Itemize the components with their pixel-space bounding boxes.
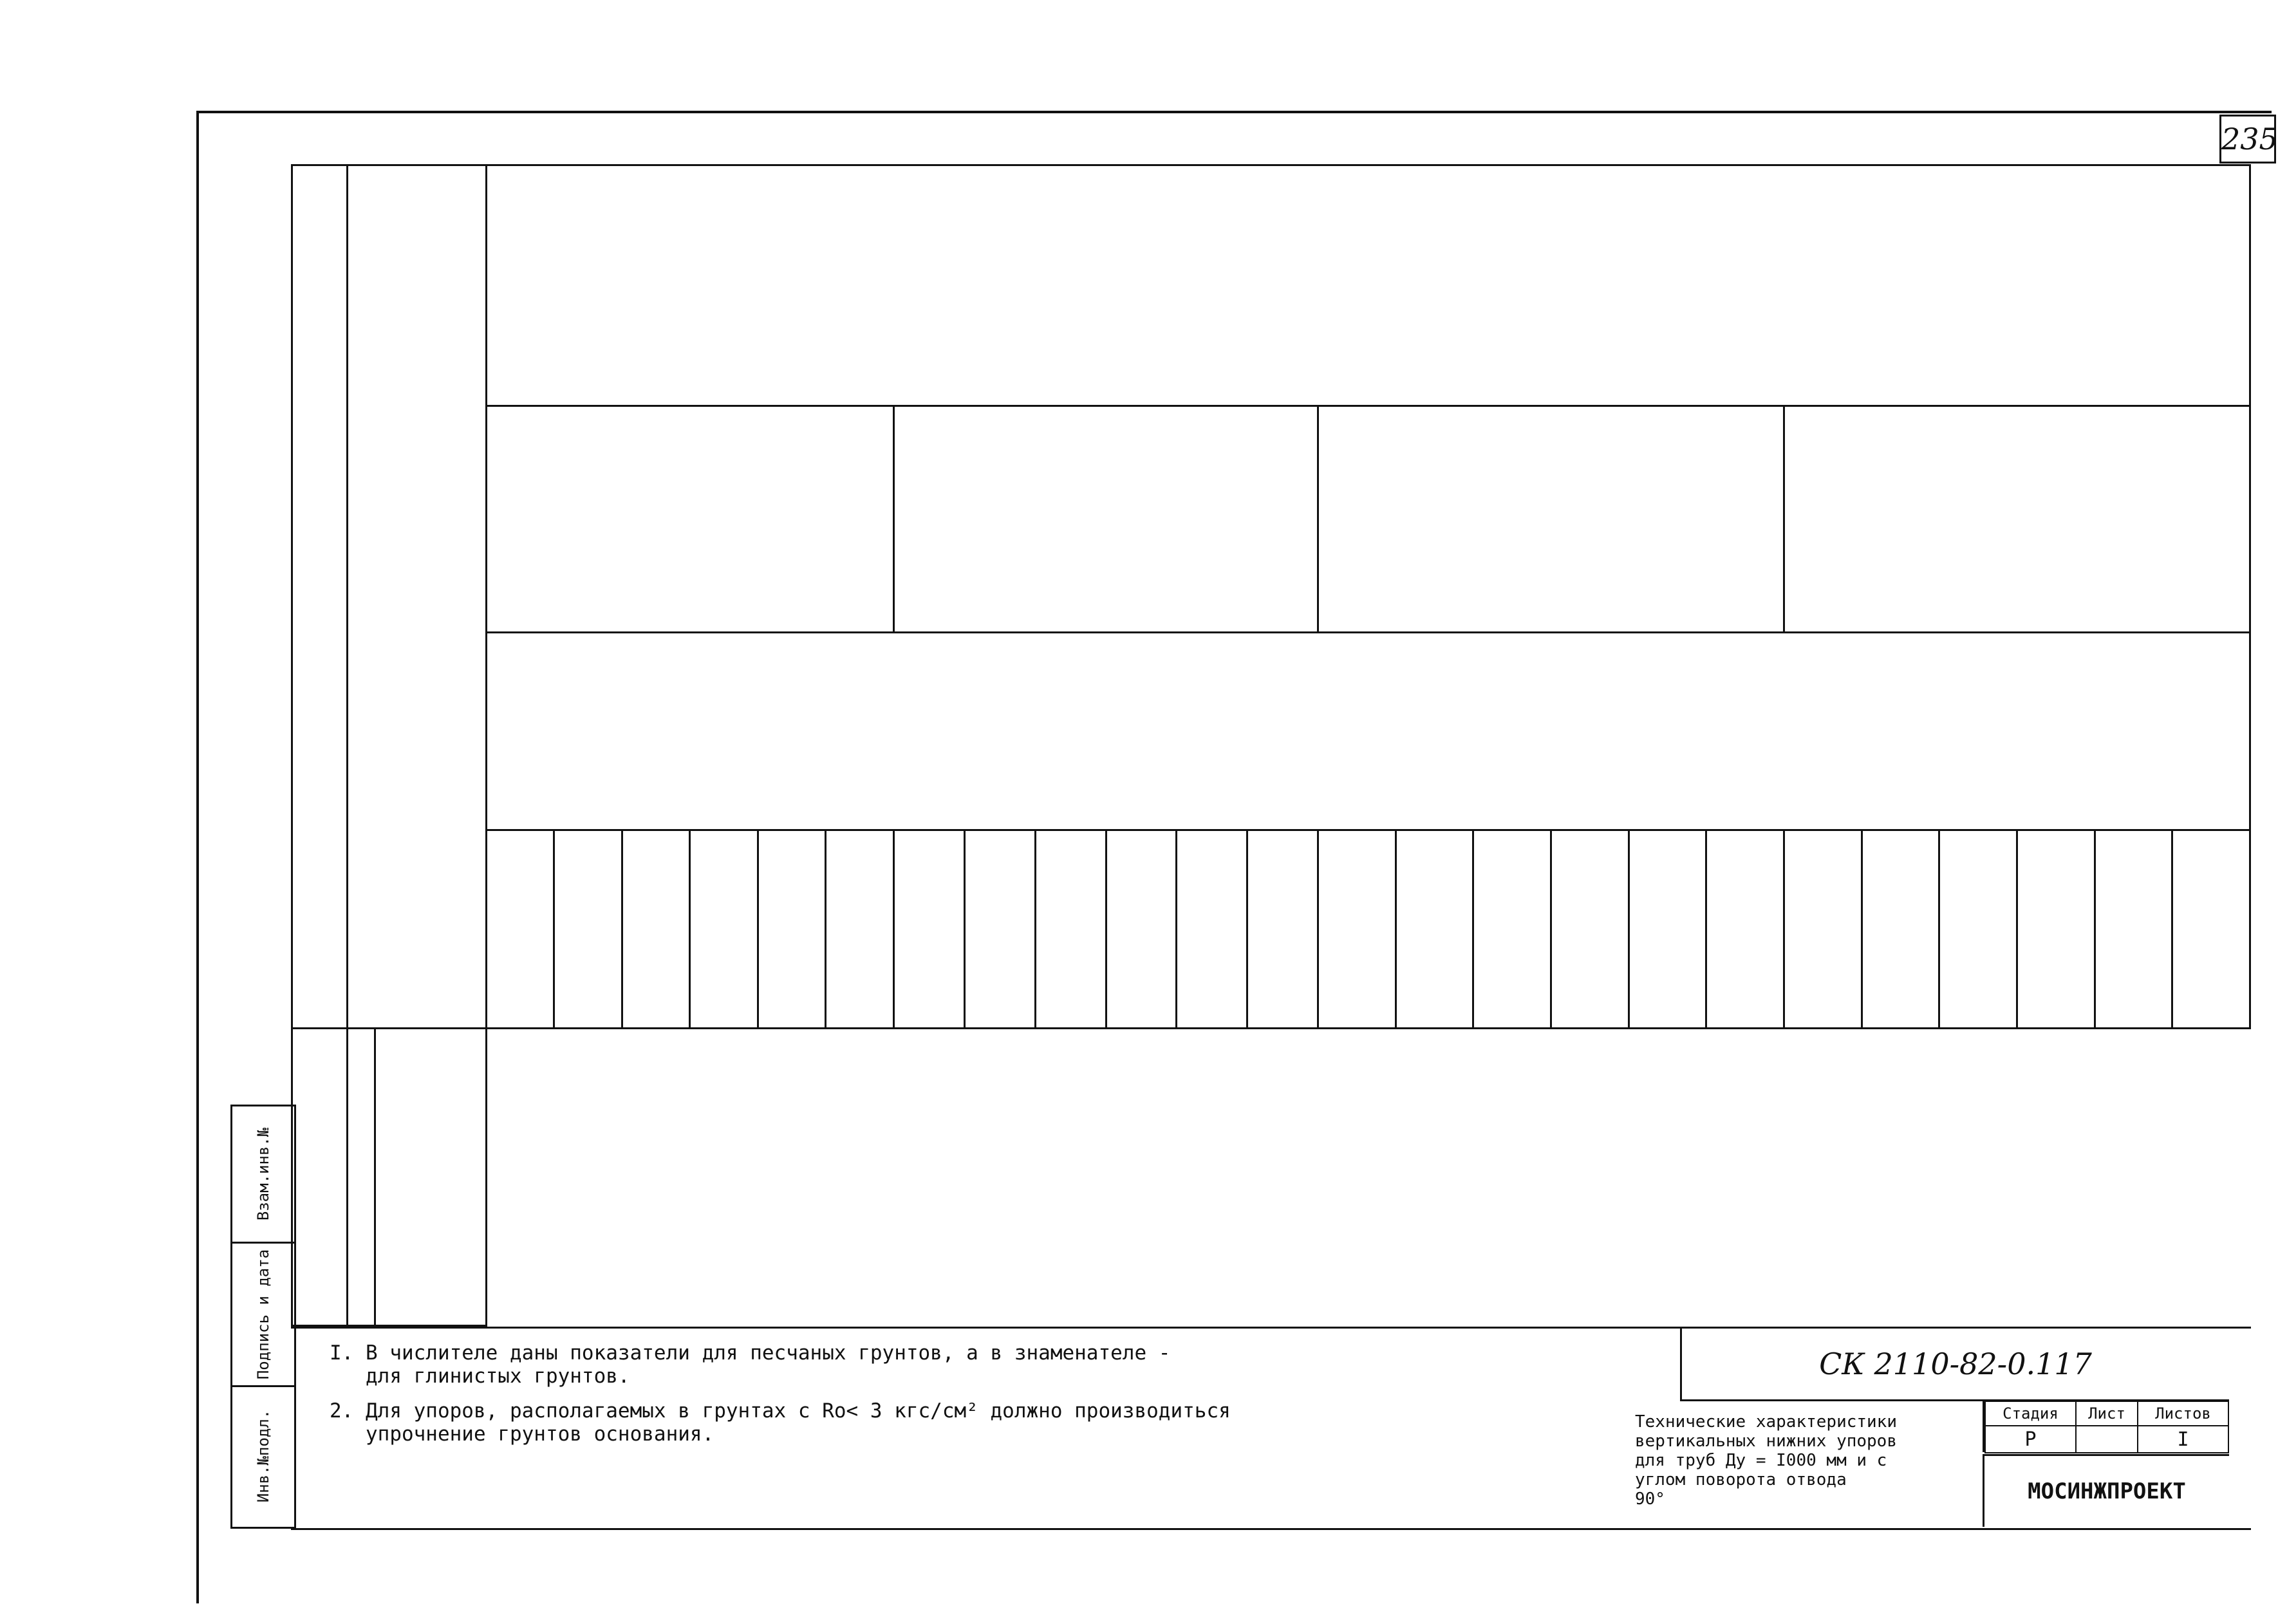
depth-header [622, 830, 690, 1029]
table-row [292, 1029, 2250, 1326]
title-block [1320, 1329, 2227, 1526]
depth-header [1706, 830, 1784, 1029]
table-row [292, 830, 2250, 1029]
depth-header [1247, 830, 1318, 1029]
sheets-label: Листов [2138, 1401, 2228, 1426]
pressure-header [893, 406, 1318, 632]
organization: МОСИНЖПРОЕКТ [1983, 1454, 2229, 1527]
depth-header [1939, 830, 2017, 1029]
stamp-original-inv: Инв.№подл. [254, 1409, 272, 1503]
depth-header [826, 830, 894, 1029]
stage-value: Р [1985, 1426, 2076, 1453]
depth-header [1177, 830, 1247, 1029]
depth-header [2172, 830, 2250, 1029]
pressure-title [486, 165, 2250, 406]
note-2: 2. Для упоров, располагаемых в грунтах с Ro< 3 кгс/см² должно производиться упрочнение грунтов основания. [330, 1399, 1231, 1446]
ro-header [292, 165, 348, 1029]
stage-box [1983, 1401, 2229, 1452]
characteristics-header [348, 165, 486, 1029]
characteristics-table [291, 164, 2251, 1327]
ro-value [292, 1029, 348, 1326]
sheet-value [2076, 1426, 2138, 1453]
row-label-B [375, 1029, 486, 1326]
depth-header [1784, 830, 1862, 1029]
depth-header [2017, 830, 2095, 1029]
sizes-group [348, 1029, 375, 1326]
depth-header [690, 830, 758, 1029]
document-title: Технические характеристики вертикальных нижних упоров для труб Ду = I000 мм и с углом поворота отвода 90° [1635, 1412, 1897, 1509]
depth-header [1629, 830, 1706, 1029]
depth-header [1396, 830, 1473, 1029]
document-code: СК 2110-82-0.117 [1680, 1329, 2229, 1401]
pressure-header [1318, 406, 1784, 632]
depth-header [1551, 830, 1629, 1029]
depth-header [1473, 830, 1551, 1029]
table-row [292, 406, 2250, 632]
note-1: I. В числителе даны показатели для песчаных грунтов, а в знаменателе - для глинистых грунтов. [330, 1341, 1171, 1388]
depth-header [486, 830, 554, 1029]
depth-header [2095, 830, 2172, 1029]
depth-header [758, 830, 826, 1029]
pressure-header [1784, 406, 2250, 632]
depth-header [1106, 830, 1177, 1029]
stage-label: Стадия [1985, 1401, 2076, 1426]
depth-header [1862, 830, 1939, 1029]
depth-header [964, 830, 1035, 1029]
pressure-header [486, 406, 893, 632]
depth-header [1318, 830, 1396, 1029]
depth-title [486, 632, 2250, 830]
depth-header [893, 830, 964, 1029]
side-stamp [230, 1105, 296, 1529]
stamp-signature-date: Подпись и дата [232, 1244, 294, 1387]
depth-header [1035, 830, 1106, 1029]
table-row [292, 632, 2250, 830]
table-row [292, 165, 2250, 406]
depth-header [554, 830, 622, 1029]
sheet-number: 235 [2219, 115, 2276, 163]
sheets-value: I [2138, 1426, 2228, 1453]
stamp-replace-inv: Взам.инв.№ [232, 1106, 294, 1244]
sheet-label: Лист [2076, 1401, 2138, 1426]
